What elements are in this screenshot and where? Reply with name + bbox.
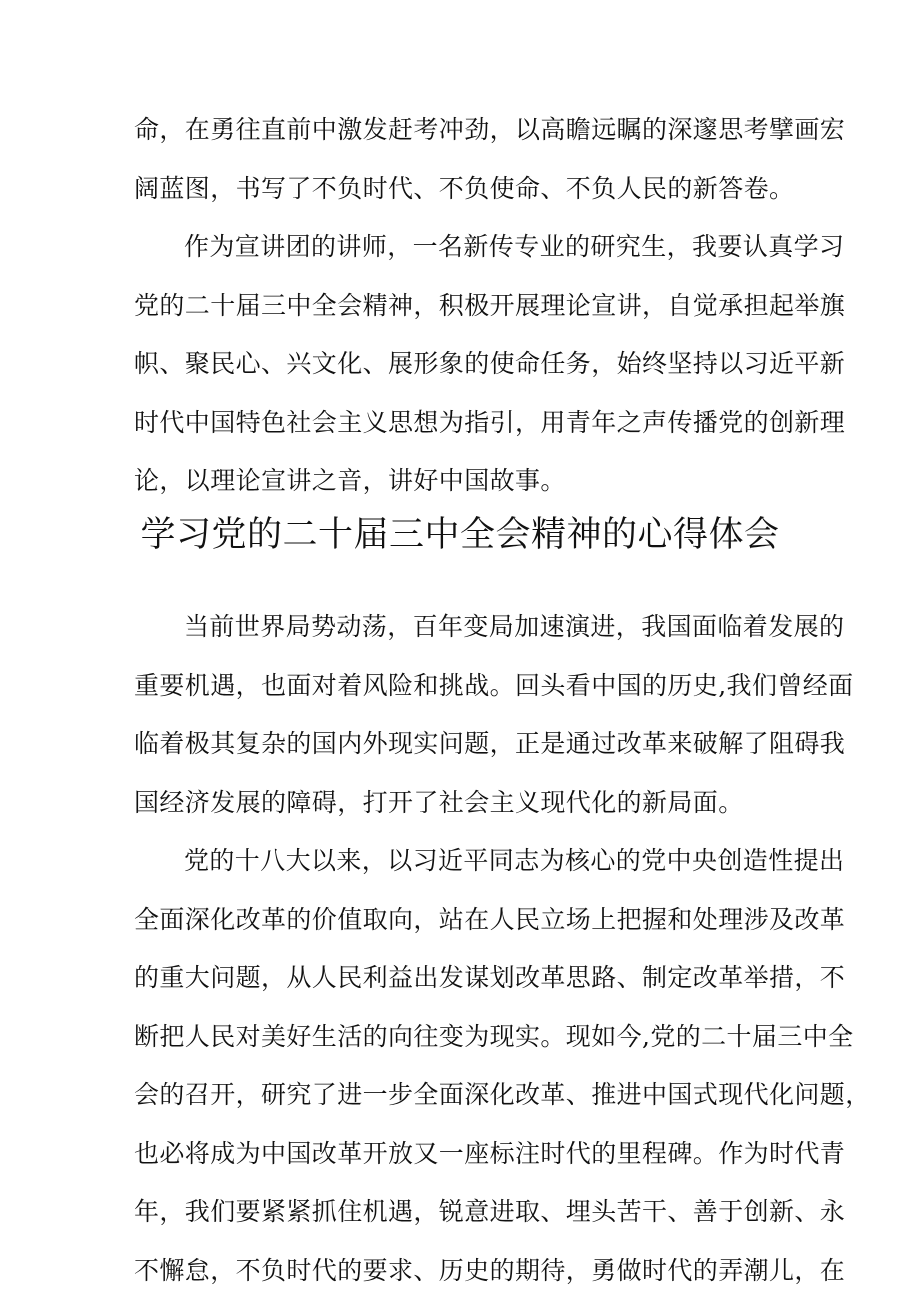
text-line: 时代中国特色社会主义思想为指引，用青年之声传播党的创新理 [134,407,846,437]
text-line: 帜、聚民心、兴文化、展形象的使命任务，始终坚持以习近平新 [134,349,846,378]
text-line: 的重大问题，从人民利益出发谋划改革思路、制定改革举措，不 [134,963,846,992]
text-line: 会的召开，研究了进一步全面深化改革、推进中国式现代化问题， [134,1080,871,1109]
section-1 [134,101,846,511]
section-title: 学习党的二十届三中全会精神的心得体会 [140,515,780,555]
text-line: 也必将成为中国改革开放又一座标注时代的里程碑。作为时代青 [134,1138,846,1168]
paragraph [134,101,846,218]
text-line: 当前世界局势动荡，百年变局加速演进，我国面临着发展的 [184,612,845,641]
text-line: 全面深化改革的价值取向，站在人民立场上把握和处理涉及改革 [134,904,846,934]
text-line: 不懈怠，不负时代的要求、历史的期待，勇做时代的弄潮儿，在 [134,1255,846,1285]
paragraph [134,598,854,832]
text-line: 阔蓝图，书写了不负时代、不负使命、不负人民的新答卷。 [134,173,795,203]
text-line: 论，以理论宣讲之音，讲好中国故事。 [134,466,566,495]
text-line: 断把人民对美好生活的向往变为现实。现如今,党的二十届三中全 [134,1021,854,1051]
section-2 [134,598,871,1300]
paragraph [134,218,846,511]
paragraph [134,832,871,1300]
text-line: 国经济发展的障碍，打开了社会主义现代化的新局面。 [134,787,744,817]
text-line: 命，在勇往直前中激发赶考冲劲，以高瞻远瞩的深邃思考擘画宏 [134,115,846,144]
text-line: 党的二十届三中全会精神，积极开展理论宣讲，自觉承担起举旗 [134,290,846,320]
text-line: 作为宣讲团的讲师，一名新传专业的研究生，我要认真学习 [184,232,845,261]
text-line: 党的十八大以来，以习近平同志为核心的党中央创造性提出 [184,846,845,875]
text-line: 重要机遇，也面对着风险和挑战。回头看中国的历史,我们曾经面 [134,670,854,700]
text-line: 临着极其复杂的国内外现实问题，正是通过改革来破解了阻碍我 [134,729,846,758]
text-line: 年，我们要紧紧抓住机遇，锐意进取、埋头苦干、善于创新、永 [134,1197,846,1226]
